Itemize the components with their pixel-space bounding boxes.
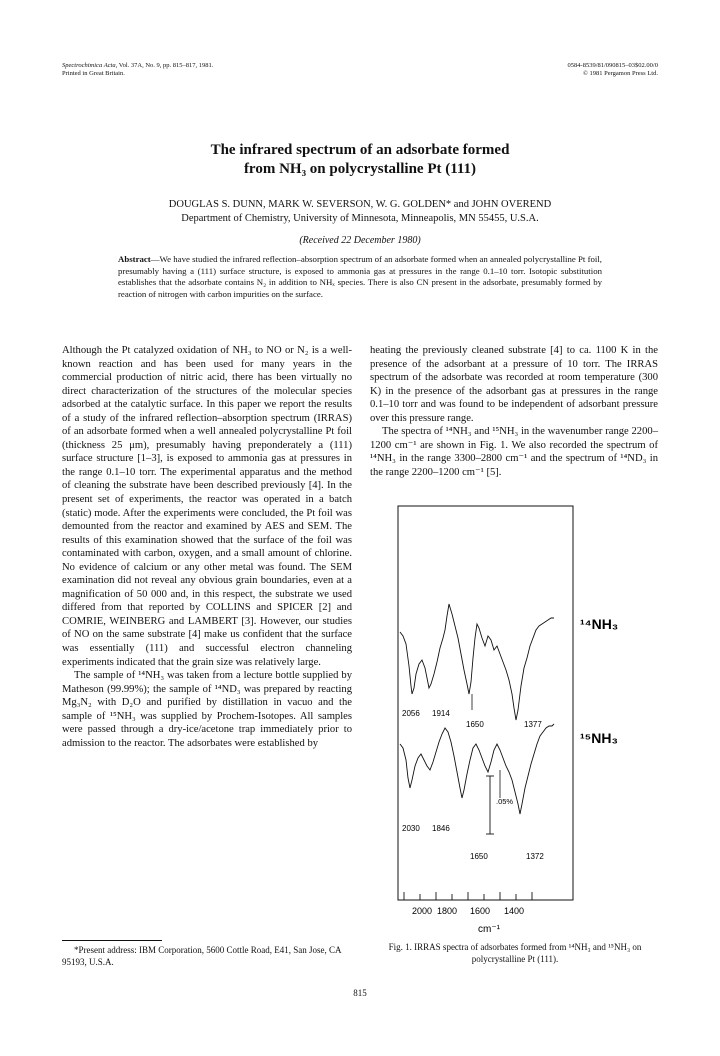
affiliation: Department of Chemistry, University of Minnesota, Minneapolis, MN 55455, U.S.A. <box>181 213 539 224</box>
peak-label: 1914 <box>432 709 450 718</box>
peak-label: 2056 <box>402 709 420 718</box>
right-column <box>370 344 658 479</box>
peak-label: 2030 <box>402 824 420 833</box>
journal-name: Spectrochimica Acta, <box>62 62 118 69</box>
journal-volume: Vol. 37A, No. 9, pp. 815–817, 1981. <box>118 62 214 69</box>
x-tick-label: 1400 <box>504 906 525 916</box>
footnote: *Present address: IBM Corporation, 5600 Cottle Road, E41, San Jose, CA 95193, U.S.A. <box>62 945 341 967</box>
body-paragraph: heating the previously cleaned substrate [4] to ca. 1100 K in the presence of the adsorbant at a pressure of 10 torr. The IRRAS spectrum of the adsorbate was recorded at room temperature (300 K) in the presence of the adsorbant gas at pressures in the range 0.1–10 torr and was found to be independent of adsorbant pressure over this pressure range. <box>370 345 658 424</box>
peak-label: 1372 <box>526 852 544 861</box>
body-paragraph: The spectra of ¹⁴NH₃ and ¹⁵NH₃ in the wavenumber range 2200–1200 cm⁻¹ are shown in Fig. 1. We also recorded the spectrum of ¹⁴NH₃ in the range 3300–2800 cm⁻¹ and the spectrum of ¹⁴ND₃ in the range 2200–1200 cm⁻¹ [5]. <box>370 426 658 478</box>
peak-label: 1650 <box>466 720 484 729</box>
abstract-text: —We have studied the infrared reflection–absorption spectrum of an adsorbate formed when an annealed polycrystalline Pt foil, presumably having a (111) surface structure, is exposed to ammonia gas at pressures in the range 0.1–10 torr. Isotopic substitution establishes that the adsorbate contains N₂ in addition to NHₓ species. There is also CN present in the adsorbate, presumably formed by reaction of nitrogen with carbon impurities on the surface. <box>118 254 602 299</box>
body-paragraph: Although the Pt catalyzed oxidation of NH₃ to NO or N₂ is a well-known reaction and has been used for many years in the commercial production of nitric acid, there has been virtually no direct characterization of the structures of the molecular species adsorbed at the catalytic surface. In this paper we report the results of a study of the infrared reflection–absorption spectrum (IRRAS) of an adsorbate formed when a well annealed polycrystalline Pt foil (thickness 25 μm), presumably having preponderately a (111) surface structure [1–3], is exposed to ammonia gas at pressures in the range 0.1–10 torr. The experimental apparatus and the method of cleaning the substrate have been described previously [4]. In the present set of experiments, the reactor was operated in a batch (static) mode. After the experiments were concluded, the Pt foil was demounted from the reactor and examined by AES and SEM. The results of this examination showed that the surface of the foil was contaminated with carbon, oxygen, and a small amount of chlorine. No evidence of calcium or any other metal was found. The SEM examination did not reveal any obvious grain boundaries, even at a magnification of 50 000 and, in this respect, the substrate we used differed from that reported by COLLINS and SPICER [2] and COMRIE, WEINBERG and LAMBERT [3]. However, our studies of NO on the same substrate [4] make us confident that the surface was essentially (111) and successful electron channeling experiments indicated that the grain size was relatively large. <box>62 345 352 668</box>
journal-header-right <box>568 62 658 78</box>
x-tick-label: 1800 <box>437 906 458 916</box>
peak-label: 1377 <box>524 720 542 729</box>
authors: DOUGLAS S. DUNN, MARK W. SEVERSON, W. G. GOLDEN* and JOHN OVEREND <box>168 199 552 210</box>
peak-label: 1650 <box>470 852 488 861</box>
figure-frame <box>398 506 573 900</box>
x-axis-unit: cm⁻¹ <box>478 924 500 935</box>
printed-in: Printed in Great Britain. <box>62 70 125 77</box>
left-column <box>62 344 352 750</box>
paper-title-line-2: from NH₃ on polycrystalline Pt (111) <box>243 161 477 177</box>
footnote-rule <box>62 940 162 941</box>
paper-title-line-1: The infrared spectrum of an adsorbate formed <box>210 142 510 158</box>
x-tick-label: 2000 <box>412 906 433 916</box>
spectrum-14nh3 <box>400 604 554 720</box>
article-code: 0584-8539/81/090815–03$02.00/0 <box>567 62 658 69</box>
body-paragraph: The sample of ¹⁴NH₃ was taken from a lecture bottle supplied by Matheson (99.99%); the sample of ¹⁴ND₃ was prepared by reacting Mg₃N₂ with D₂O and purified by distillation in vacuo and the sample of ¹⁵NH₃ was supplied by Prochem-Isotopes. All samples were passed through a dry-ice/acetone trap immediately prior to admission to the reactor. The adsorbates were established by <box>62 670 352 749</box>
journal-header-left <box>62 62 213 78</box>
page-number: 815 <box>353 988 367 998</box>
isotope-label-15nh3: ¹⁵NH₃ <box>580 730 618 746</box>
spectrum-15nh3 <box>400 724 554 814</box>
abstract <box>118 254 602 300</box>
x-tick-label: 1600 <box>470 906 491 916</box>
copyright: © 1981 Pergamon Press Ltd. <box>582 70 658 77</box>
peak-label: 1846 <box>432 824 450 833</box>
isotope-label-14nh3: ¹⁴NH₃ <box>580 616 619 632</box>
figure-caption: Fig. 1. IRRAS spectra of adsorbates formed from ¹⁴NH₃ and ¹⁵NH₃ on polycrystalline Pt (111). <box>388 942 642 964</box>
figure-1 <box>390 498 660 948</box>
scale-bar-label: .05% <box>496 797 514 806</box>
x-axis-ticks <box>404 892 532 900</box>
abstract-label: Abstract <box>118 254 151 264</box>
received-date: (Received 22 December 1980) <box>299 235 421 246</box>
